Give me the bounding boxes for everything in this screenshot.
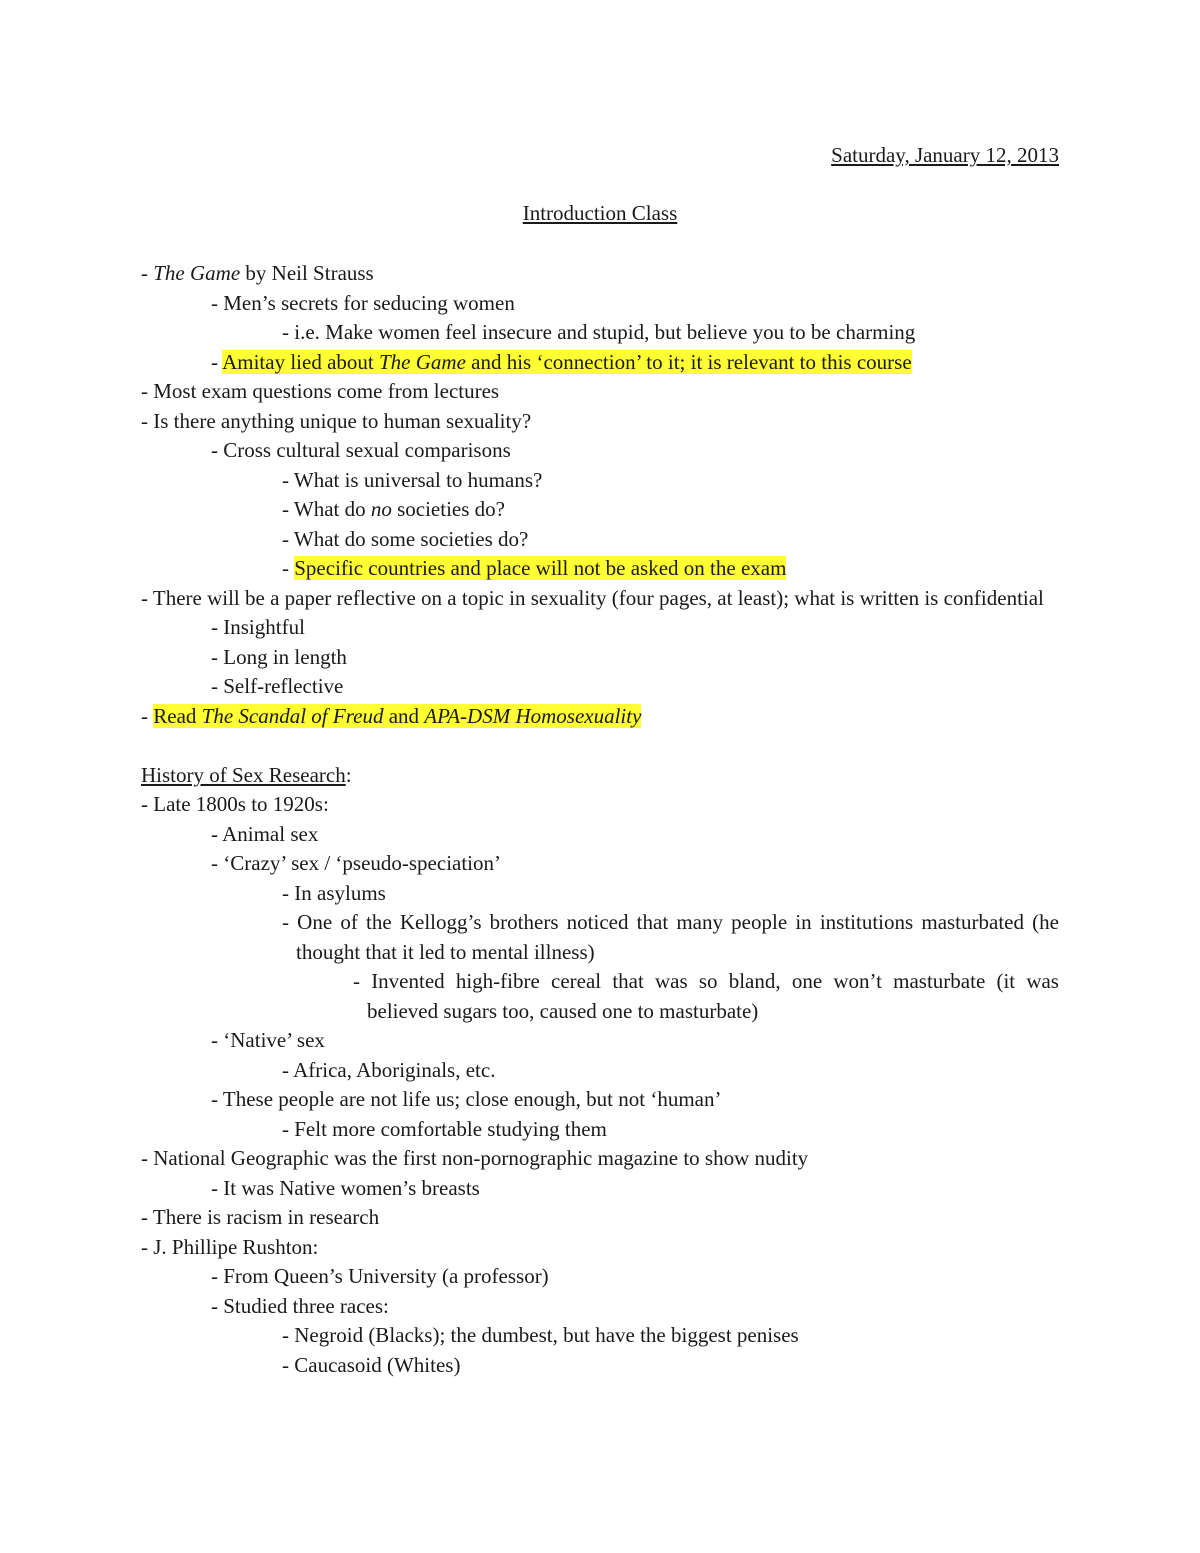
note-line: - From Queen’s University (a professor) [211, 1264, 549, 1288]
note-line: - ‘Native’ sex [211, 1028, 325, 1052]
note-line: - Africa, Aboriginals, etc. [282, 1057, 496, 1082]
note-line: - It was Native women’s breasts [211, 1175, 480, 1200]
note-line: - Specific countries and place will not be asked on the exam [282, 556, 787, 580]
notes-body [141, 259, 1059, 1380]
note-line: - ‘Crazy’ sex / ‘pseudo-speciation’ [211, 851, 502, 875]
note-line: - There will be a paper reflective on a topic in sexuality (four pages, at least); what is written is confidential [141, 585, 1044, 610]
page-title: Introduction Class [522, 201, 678, 225]
highlighted-text: Specific countries and place will not be asked on the exam [294, 556, 787, 580]
highlighted-text: Read The Scandal of Freud and APA-DSM Homosexuality [153, 703, 642, 728]
highlighted-text: Amitay lied about The Game and his ‘connection’ to it; it is relevant to this course [222, 349, 912, 374]
note-line: - Men’s secrets for seducing women [211, 290, 515, 315]
note-line: - What do some societies do? [282, 526, 529, 551]
note-line: - Long in length [211, 644, 347, 669]
note-line: - J. Phillipe Rushton: [141, 1234, 319, 1259]
note-line: - What do no societies do? [282, 497, 505, 521]
note-line: - Cross cultural sexual comparisons [211, 438, 511, 462]
note-line: - National Geographic was the first non-pornographic magazine to show nudity [141, 1146, 809, 1170]
note-line: - Negroid (Blacks); the dumbest, but have the biggest penises [282, 1323, 799, 1347]
note-line: - Insightful [211, 615, 305, 639]
note-line: - There is racism in research [141, 1205, 380, 1229]
note-line: - Felt more comfortable studying them [282, 1116, 607, 1141]
note-line: - i.e. Make women feel insecure and stupid, but believe you to be charming [282, 320, 916, 344]
note-line: - Self-reflective [211, 674, 344, 698]
note-line: - The Game by Neil Strauss [141, 261, 374, 285]
note-line: - Amitay lied about The Game and his ‘connection’ to it; it is relevant to this course [211, 349, 912, 374]
note-line: - One of the Kellogg’s brothers noticed that many people in institutions masturbated (he thought that it led to mental illness) [282, 910, 1059, 964]
note-line: - Late 1800s to 1920s: [141, 792, 329, 816]
note-line: - Caucasoid (Whites) [282, 1352, 461, 1377]
date-heading: Saturday, January 12, 2013 [831, 143, 1059, 167]
note-line: - Most exam questions come from lectures [141, 379, 500, 403]
note-line: - These people are not life us; close enough, but not ‘human’ [211, 1087, 722, 1111]
note-line: - What is universal to humans? [282, 467, 543, 492]
spacer [141, 731, 1059, 761]
note-line: - Is there anything unique to human sexuality? [141, 408, 532, 433]
note-line: - Read The Scandal of Freud and APA-DSM Homosexuality [141, 703, 642, 728]
section-heading: History of Sex Research: [141, 762, 352, 787]
note-line: - Studied three races: [211, 1293, 389, 1318]
note-line: - Animal sex [211, 821, 319, 846]
note-line: - In asylums [282, 880, 386, 905]
book-title: The Game [153, 261, 241, 285]
note-line: - Invented high-fibre cereal that was so bland, one won’t masturbate (it was believed sugars too, caused one to masturbate) [353, 969, 1059, 1023]
